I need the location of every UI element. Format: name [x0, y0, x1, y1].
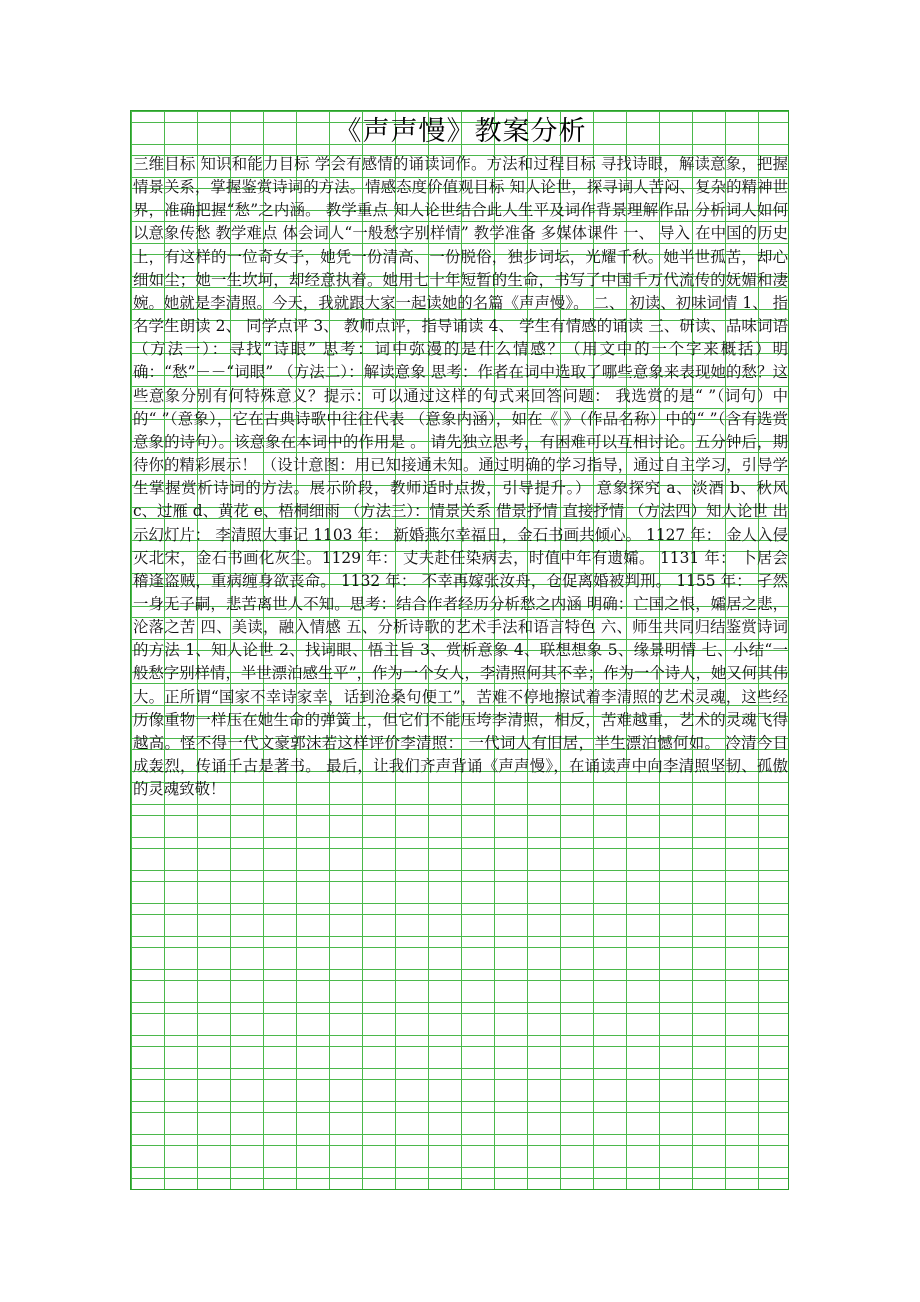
lesson-plan-body: 三维目标 知识和能力目标 学会有感情的诵读词作。方法和过程目标 寻找诗眼，解读意象，把握情景关系，掌握鉴赏诗词的方法。情感态度价值观目标 知人论世，探寻词人苦闷、复杂的精神世界，准确把握“愁”之内涵。 教学重点 知人论世结合此人生平及词作背景理解作品 分析词人如何以意象传愁 教学难点 体会词人“一般愁字别样情” 教学准备 多媒体课件 一、 导入 在中国的历史上，有这样的一位奇女子，她凭一份清高、一份脱俗，独步词坛，光耀千秋。她半世孤苦，却心细如尘；她一生坎坷，却经意执着。她用七十年短暂的生命，书写了中国千万代流传的妩媚和凄婉。她就是李清照。今天，我就跟大家一起读她的名篇《声声慢》。 二、 初读、初味词情 1、 指名学生朗读 2、 同学点评 3、 教师点评，指导诵读 4、 学生有情感的诵读 三、研读、品味词语 （方法一）：寻找“诗眼” 思考：词中弥漫的是什么情感？（用文中的一个字来概括）明确：“愁”－－“词眼” （方法二）：解读意象 思考：作者在词中选取了哪些意象来表现她的愁？这些意象分别有何特殊意义？提示：可以通过这样的句式来回答问题： 我选赏的是“ ”（词句）中的“ ”（意象），它在古典诗歌中往往代表 （意象内涵），如在《 》（作品名称）中的“ ”（含有选赏意象的诗句）。该意象在本词中的作用是 。 请先独立思考，有困难可以互相讨论。五分钟后，期待你的精彩展示！ （设计意图：用已知接通未知。通过明确的学习指导，通过自主学习，引导学生掌握赏析诗词的方法。展示阶段，教师适时点拨，引导提升。） 意象探究 a、淡酒 b、秋风 c、过雁 d、黄花 e、梧桐细雨 （方法三）：情景关系 借景抒情 直接抒情 （方法四）知人论世 出示幻灯片： 李清照大事记 1103 年： 新婚燕尔幸福日，金石书画共倾心。 1127 年： 金人入侵灭北宋，金石书画化灰尘。1129 年： 丈夫赴任染病去，时值中年有遗孀。 1131 年： 卜居会稽逢盗贼，重病缠身欲丧命。 1132 年： 不幸再嫁张汝舟，仓促离婚被判刑。 1155 年： 孑然一身无子嗣，悲苦离世人不知。思考：结合作者经历分析愁之内涵 明确：亡国之恨，孀居之悲，沦落之苦 四、美读，融入情感 五、分析诗歌的艺术手法和语言特色 六、师生共同归结鉴赏诗词的方法 1、知人论世 2、找词眼、悟主旨 3、赏析意象 4、联想想象 5、缘景明情 七、小结“一般愁字别样情，半世漂泊感生平”，作为一个女人，李清照何其不幸；作为一个诗人，她又何其伟大。正所谓“国家不幸诗家幸，话到沧桑句便工”，苦难不停地擦试着李清照的艺术灵魂，这些经历像重物一样压在她生命的弹簧上，但它们不能压垮李清照，相反，苦难越重，艺术的灵魂飞得越高。怪不得一代文豪郭沫若这样评价李清照： 一代词人有旧居，半生漂泊憾何如。 冷清今日成轰烈，传诵千古是著书。 最后，让我们齐声背诵《声声慢》，在诵读声中向李清照坚韧、孤傲的灵魂致敬！ — [133, 155, 788, 799]
grid-paper-page — [130, 110, 789, 1190]
page-title: 《声声慢》教案分析 — [334, 116, 587, 147]
